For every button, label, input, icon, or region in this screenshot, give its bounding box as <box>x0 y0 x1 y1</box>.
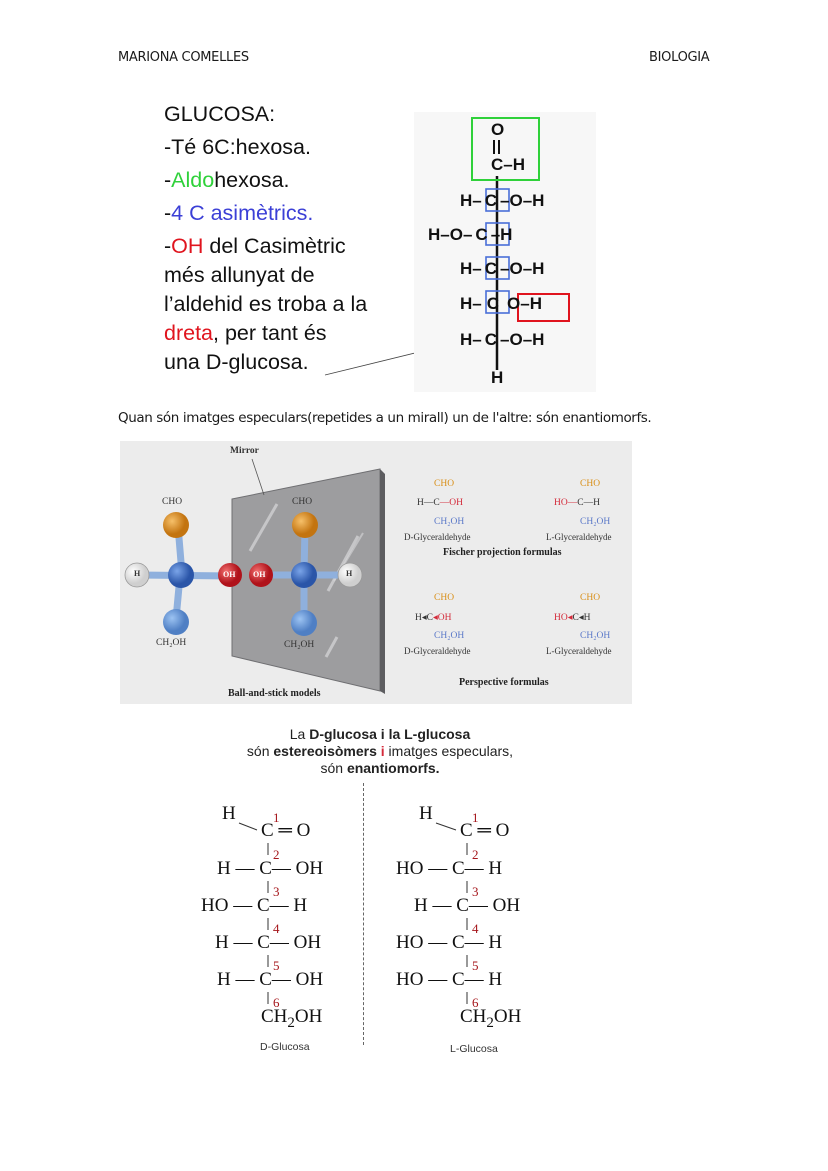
glucose-line-5: més allunyat de <box>164 263 315 287</box>
text: H— <box>417 498 434 508</box>
text: i <box>376 743 385 759</box>
text: — OH <box>271 969 324 990</box>
text: CH <box>460 1006 487 1027</box>
d-row-3 <box>201 895 307 917</box>
text: - <box>164 168 172 192</box>
text: H– <box>460 259 482 278</box>
d-row-1 <box>261 820 310 842</box>
text: — H <box>269 895 308 916</box>
perspective-l-ch2oh: CH₂OH <box>580 631 611 641</box>
d-num-4: 4 <box>273 921 280 936</box>
fischer-atom-c1 <box>491 155 525 175</box>
text: C <box>572 613 579 623</box>
perspective-d-cho: CHO <box>434 593 455 603</box>
text: del Casimètric <box>203 234 346 258</box>
ball-and-stick-illustration-icon <box>120 441 632 704</box>
fischer-d-middle <box>417 498 463 508</box>
text: –O–H <box>500 259 545 278</box>
text: C <box>484 259 498 278</box>
right-ch2oh-label: CH₂OH <box>284 640 315 650</box>
text: C <box>484 191 498 210</box>
title-line-2 <box>200 743 560 760</box>
text: H — <box>215 932 253 953</box>
text: HO — <box>396 932 448 953</box>
l-num-3: 3 <box>472 884 479 899</box>
text: ◂H <box>578 613 591 623</box>
left-cho-label: CHO <box>162 497 183 507</box>
text: C <box>475 225 488 244</box>
d-row-6 <box>261 1006 322 1032</box>
fischer-atom-o: O <box>491 120 505 139</box>
text: enantiomorfs. <box>346 760 440 776</box>
l-num-4: 4 <box>472 921 479 936</box>
fischer-d-name: D-Glyceraldehyde <box>404 532 471 542</box>
fischer-l-middle <box>554 498 600 508</box>
text: C <box>256 895 270 916</box>
fischer-l-ch2oh: CH₂OH <box>580 517 611 527</box>
title-line-1 <box>200 726 560 743</box>
perspective-d-ch2oh: CH₂OH <box>434 631 465 641</box>
text: C <box>486 294 500 313</box>
fischer-caption: Fischer projection formulas <box>443 547 562 558</box>
text: C <box>577 498 584 508</box>
text: H — <box>414 895 452 916</box>
asymmetric-highlight: 4 C asimètrics. <box>171 201 314 225</box>
perspective-d-name: D-Glyceraldehyde <box>404 646 471 656</box>
fischer-row-c3 <box>428 225 512 245</box>
mirror-label: Mirror <box>230 446 259 456</box>
text: –O–H <box>500 191 545 210</box>
ball-and-stick-caption: Ball-and-stick models <box>228 688 321 699</box>
fischer-d-cho: CHO <box>434 479 455 489</box>
perspective-l-cho: CHO <box>580 593 601 603</box>
glucose-fischer-projection <box>414 112 596 392</box>
text: ◂OH <box>432 613 452 623</box>
text: 2 <box>287 1014 295 1031</box>
header-author: MARIONA COMELLES <box>118 50 249 65</box>
mirror-figure <box>120 441 632 704</box>
title-line-3 <box>200 760 560 777</box>
fischer-atom-h-bottom: H <box>491 368 504 387</box>
glucose-line-6: l’aldehid es troba a la <box>164 292 368 316</box>
text: H◂ <box>415 613 427 623</box>
text: - <box>164 234 172 258</box>
text: C <box>426 613 433 623</box>
left-h-label: H <box>134 569 141 578</box>
text: HO◂ <box>554 613 573 623</box>
text: C <box>451 969 465 990</box>
l-row-5 <box>396 969 502 991</box>
left-ch2oh-label: CH₂OH <box>156 638 187 648</box>
right-h-label: H <box>346 569 353 578</box>
left-oh-label: OH <box>223 570 236 579</box>
text: C <box>456 895 469 916</box>
text: D-glucosa i la L-glucosa <box>309 726 471 742</box>
l-row-1 <box>460 820 509 842</box>
d-glucose-caption: D-Glucosa <box>260 1041 310 1053</box>
text: CH <box>261 1006 288 1027</box>
glucose-line-asymmetric <box>164 199 414 228</box>
fischer-row-c6 <box>460 330 544 350</box>
l-row-6 <box>460 1006 521 1032</box>
text: C <box>261 820 274 841</box>
text: OH <box>493 1006 522 1027</box>
right-cho-label: CHO <box>292 497 313 507</box>
aldo-highlight: Aldo <box>171 168 215 192</box>
l-num-1: 1 <box>472 810 479 825</box>
fischer-bonds-icon <box>414 112 596 392</box>
glucose-line-hexose: -Té 6C:hexosa. <box>164 135 311 159</box>
perspective-d-middle <box>415 612 451 623</box>
text: H–O– <box>428 225 473 244</box>
glucose-title: GLUCOSA: <box>164 102 276 126</box>
text: HO — <box>396 969 448 990</box>
d-num-2: 2 <box>273 847 280 862</box>
fischer-d-ch2oh: CH₂OH <box>434 517 465 527</box>
l-glucose-caption: L-Glucosa <box>450 1043 498 1055</box>
text: C <box>257 932 270 953</box>
fischer-row-c4 <box>460 259 544 279</box>
text: C <box>484 330 498 349</box>
text: HO — <box>396 858 448 879</box>
l-glucose-structure <box>385 795 555 1060</box>
glucose-line-oh <box>164 232 414 261</box>
text: O–H <box>507 294 542 313</box>
enantiomer-title <box>200 726 560 777</box>
d-num-5: 5 <box>273 958 280 973</box>
d-num-1: 1 <box>273 810 280 825</box>
text: H– <box>460 330 482 349</box>
text: 2 <box>486 1014 494 1031</box>
text: , per tant és <box>213 321 327 345</box>
text: H — <box>217 969 255 990</box>
d-top-h: H <box>222 803 236 824</box>
l-num-5: 5 <box>472 958 479 973</box>
text: –O–H <box>500 330 545 349</box>
d-row-4 <box>215 932 321 954</box>
text: –H <box>503 155 526 174</box>
text: HO — <box>201 895 253 916</box>
fischer-row-c2 <box>460 191 544 211</box>
d-num-6: 6 <box>273 995 280 1010</box>
text: hexosa. <box>214 168 290 192</box>
perspective-l-name: L-Glyceraldehyde <box>546 646 612 656</box>
l-row-3 <box>414 895 520 917</box>
text: són <box>320 760 347 776</box>
text: C <box>451 858 465 879</box>
text: C <box>451 932 465 953</box>
text: — OH <box>271 858 324 879</box>
d-num-3: 3 <box>273 884 280 899</box>
text: — H <box>464 932 503 953</box>
perspective-caption: Perspective formulas <box>459 677 549 688</box>
right-oh-label: OH <box>253 570 266 579</box>
fischer-l-name: L-Glyceraldehyde <box>546 532 612 542</box>
fischer-row-c5 <box>460 294 542 314</box>
text: La <box>289 726 310 742</box>
text: són <box>246 743 274 759</box>
text: — OH <box>269 932 322 953</box>
text: C <box>259 858 272 879</box>
oh-highlight: OH <box>171 234 204 258</box>
text: C <box>259 969 272 990</box>
text: - <box>164 201 172 225</box>
l-num-2: 2 <box>472 847 479 862</box>
text: H– <box>460 191 482 210</box>
text: –H <box>490 225 513 244</box>
text: H– <box>460 294 482 313</box>
text: H — <box>217 858 255 879</box>
text: — H <box>464 858 503 879</box>
d-glucose-structure <box>195 795 365 1060</box>
l-num-6: 6 <box>472 995 479 1010</box>
header-subject: BIOLOGIA <box>649 50 710 65</box>
l-row-2 <box>396 858 502 880</box>
text: estereoisòmers <box>273 743 377 759</box>
d-row-5 <box>217 969 323 991</box>
text: C <box>460 820 473 841</box>
enantiomorph-paragraph: Quan són imatges especulars(repetides a un mirall) un de l'altre: són enantiomorfs. <box>118 410 652 426</box>
text: ═ O <box>278 820 311 841</box>
text: C <box>433 498 440 508</box>
l-top-h: H <box>419 803 433 824</box>
l-row-4 <box>396 932 502 954</box>
text: OH <box>294 1006 323 1027</box>
text: imatges especulars, <box>384 743 514 759</box>
text: — H <box>464 969 503 990</box>
fischer-l-cho: CHO <box>580 479 601 489</box>
glucose-line-aldo <box>164 166 414 195</box>
glucose-line-8: una D-glucosa. <box>164 350 309 374</box>
text: —OH <box>439 498 463 508</box>
text: HO— <box>554 498 578 508</box>
text: —H <box>583 498 600 508</box>
perspective-l-middle <box>554 612 590 623</box>
text: — OH <box>468 895 521 916</box>
d-row-2 <box>217 858 323 880</box>
text: ═ O <box>477 820 510 841</box>
dreta-highlight: dreta <box>164 321 214 345</box>
text: C <box>491 155 504 174</box>
